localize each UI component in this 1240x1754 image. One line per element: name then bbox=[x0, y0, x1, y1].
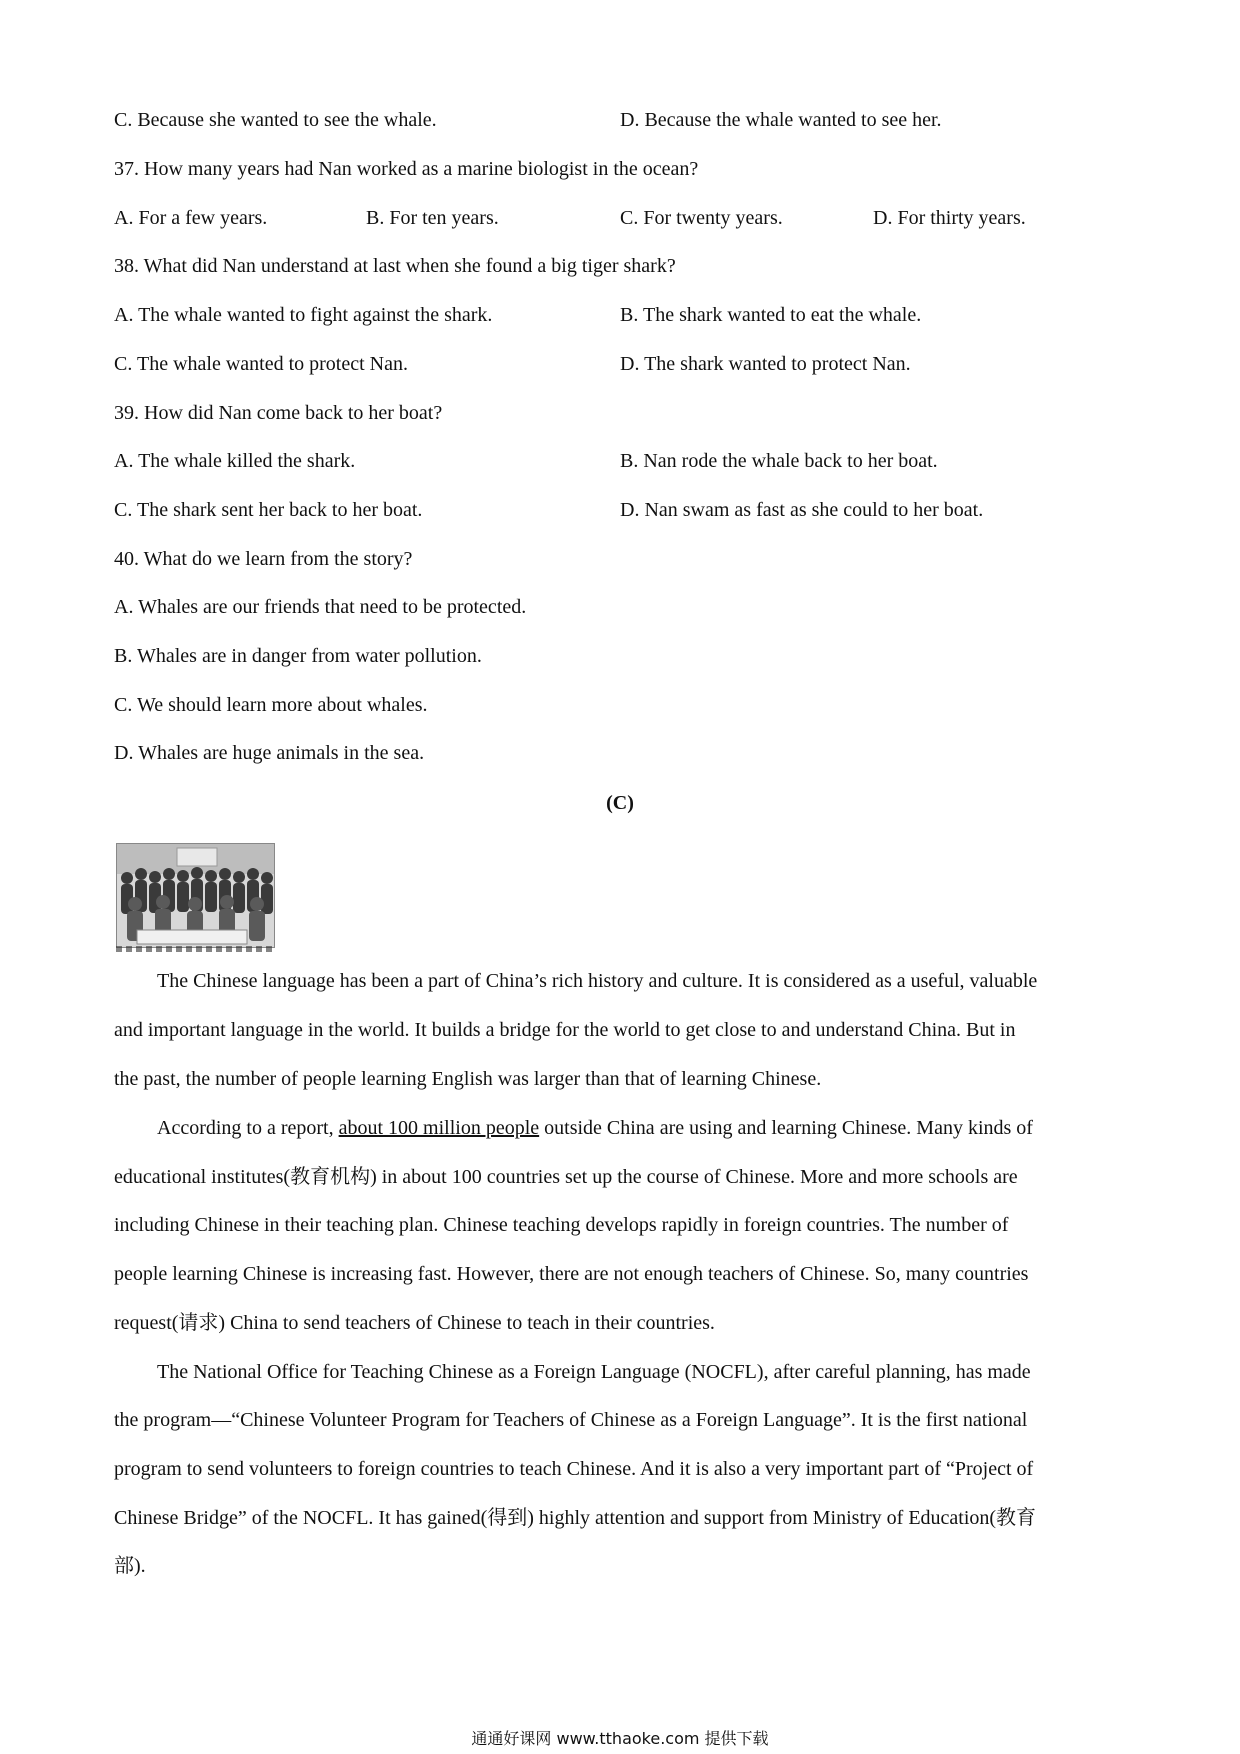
paragraph-2-text-before: According to a report, bbox=[157, 1117, 339, 1139]
q38-option-a: A. The whale wanted to fight against the shark. bbox=[114, 304, 493, 326]
q37-option-c: C. For twenty years. bbox=[620, 207, 783, 229]
q39-option-d: D. Nan swam as fast as she could to her boat. bbox=[620, 499, 984, 521]
q38-option-c: C. The whale wanted to protect Nan. bbox=[114, 353, 408, 375]
q40-stem: 40. What do we learn from the story? bbox=[114, 548, 413, 570]
q40-option-b: B. Whales are in danger from water pollution. bbox=[114, 645, 482, 667]
q37-option-b: B. For ten years. bbox=[366, 207, 499, 229]
q39-option-a: A. The whale killed the shark. bbox=[114, 450, 356, 472]
q36-option-d: D. Because the whale wanted to see her. bbox=[620, 109, 942, 131]
paragraph-2-line-2: educational institutes(教育机构) in about 100 countries set up the course of Chinese. More and more schools are bbox=[114, 1166, 1018, 1188]
paragraph-2-line-3: including Chinese in their teaching plan. Chinese teaching develops rapidly in foreign countries. The number of bbox=[114, 1214, 1009, 1236]
group-photo-image bbox=[117, 844, 274, 947]
paragraph-2-line-1 bbox=[157, 1114, 1033, 1142]
q40-option-d: D. Whales are huge animals in the sea. bbox=[114, 742, 425, 764]
q36-option-c: C. Because she wanted to see the whale. bbox=[114, 109, 437, 131]
q39-option-c: C. The shark sent her back to her boat. bbox=[114, 499, 423, 521]
paragraph-1-line-3: the past, the number of people learning English was larger than that of learning Chinese. bbox=[114, 1068, 822, 1090]
q39-option-b: B. Nan rode the whale back to her boat. bbox=[620, 450, 938, 472]
paragraph-1-line-2: and important language in the world. It builds a bridge for the world to get close to and understand China. But in bbox=[114, 1019, 1016, 1041]
paragraph-3-line-1: The National Office for Teaching Chinese as a Foreign Language (NOCFL), after careful planning, has made bbox=[157, 1361, 1031, 1383]
paragraph-3-line-4: Chinese Bridge” of the NOCFL. It has gained(得到) highly attention and support from Ministry of Education(教育 bbox=[114, 1507, 1037, 1529]
q40-option-c: C. We should learn more about whales. bbox=[114, 694, 428, 716]
paragraph-2-line-5: request(请求) China to send teachers of Chinese to teach in their countries. bbox=[114, 1312, 715, 1334]
paragraph-3-line-3: program to send volunteers to foreign countries to teach Chinese. And it is also a very important part of “Project of bbox=[114, 1458, 1034, 1480]
q38-option-b: B. The shark wanted to eat the whale. bbox=[620, 304, 922, 326]
paragraph-3-line-2: the program—“Chinese Volunteer Program for Teachers of Chinese as a Foreign Language”. It is the first national bbox=[114, 1409, 1028, 1431]
section-title: (C) bbox=[606, 792, 634, 814]
q38-stem: 38. What did Nan understand at last when she found a big tiger shark? bbox=[114, 255, 676, 277]
paragraph-2-line-4: people learning Chinese is increasing fast. However, there are not enough teachers of Chinese. So, many countries bbox=[114, 1263, 1029, 1285]
paragraph-3-line-5: 部). bbox=[114, 1555, 146, 1577]
photo-caption-strip bbox=[116, 946, 273, 952]
q37-option-d: D. For thirty years. bbox=[873, 207, 1026, 229]
q38-option-d: D. The shark wanted to protect Nan. bbox=[620, 353, 911, 375]
paragraph-2-text-after: outside China are using and learning Chinese. Many kinds of bbox=[539, 1117, 1033, 1139]
page-footer: 通通好课网 www.tthaoke.com 提供下载 bbox=[471, 1729, 769, 1748]
q37-option-a: A. For a few years. bbox=[114, 207, 268, 229]
underlined-phrase: about 100 million people bbox=[338, 1117, 540, 1139]
q40-option-a: A. Whales are our friends that need to be protected. bbox=[114, 596, 527, 618]
group-photo bbox=[116, 843, 275, 948]
q37-stem: 37. How many years had Nan worked as a marine biologist in the ocean? bbox=[114, 158, 699, 180]
q39-stem: 39. How did Nan come back to her boat? bbox=[114, 402, 443, 424]
paragraph-1-line-1: The Chinese language has been a part of China’s rich history and culture. It is considered as a useful, valuable bbox=[157, 970, 1038, 992]
